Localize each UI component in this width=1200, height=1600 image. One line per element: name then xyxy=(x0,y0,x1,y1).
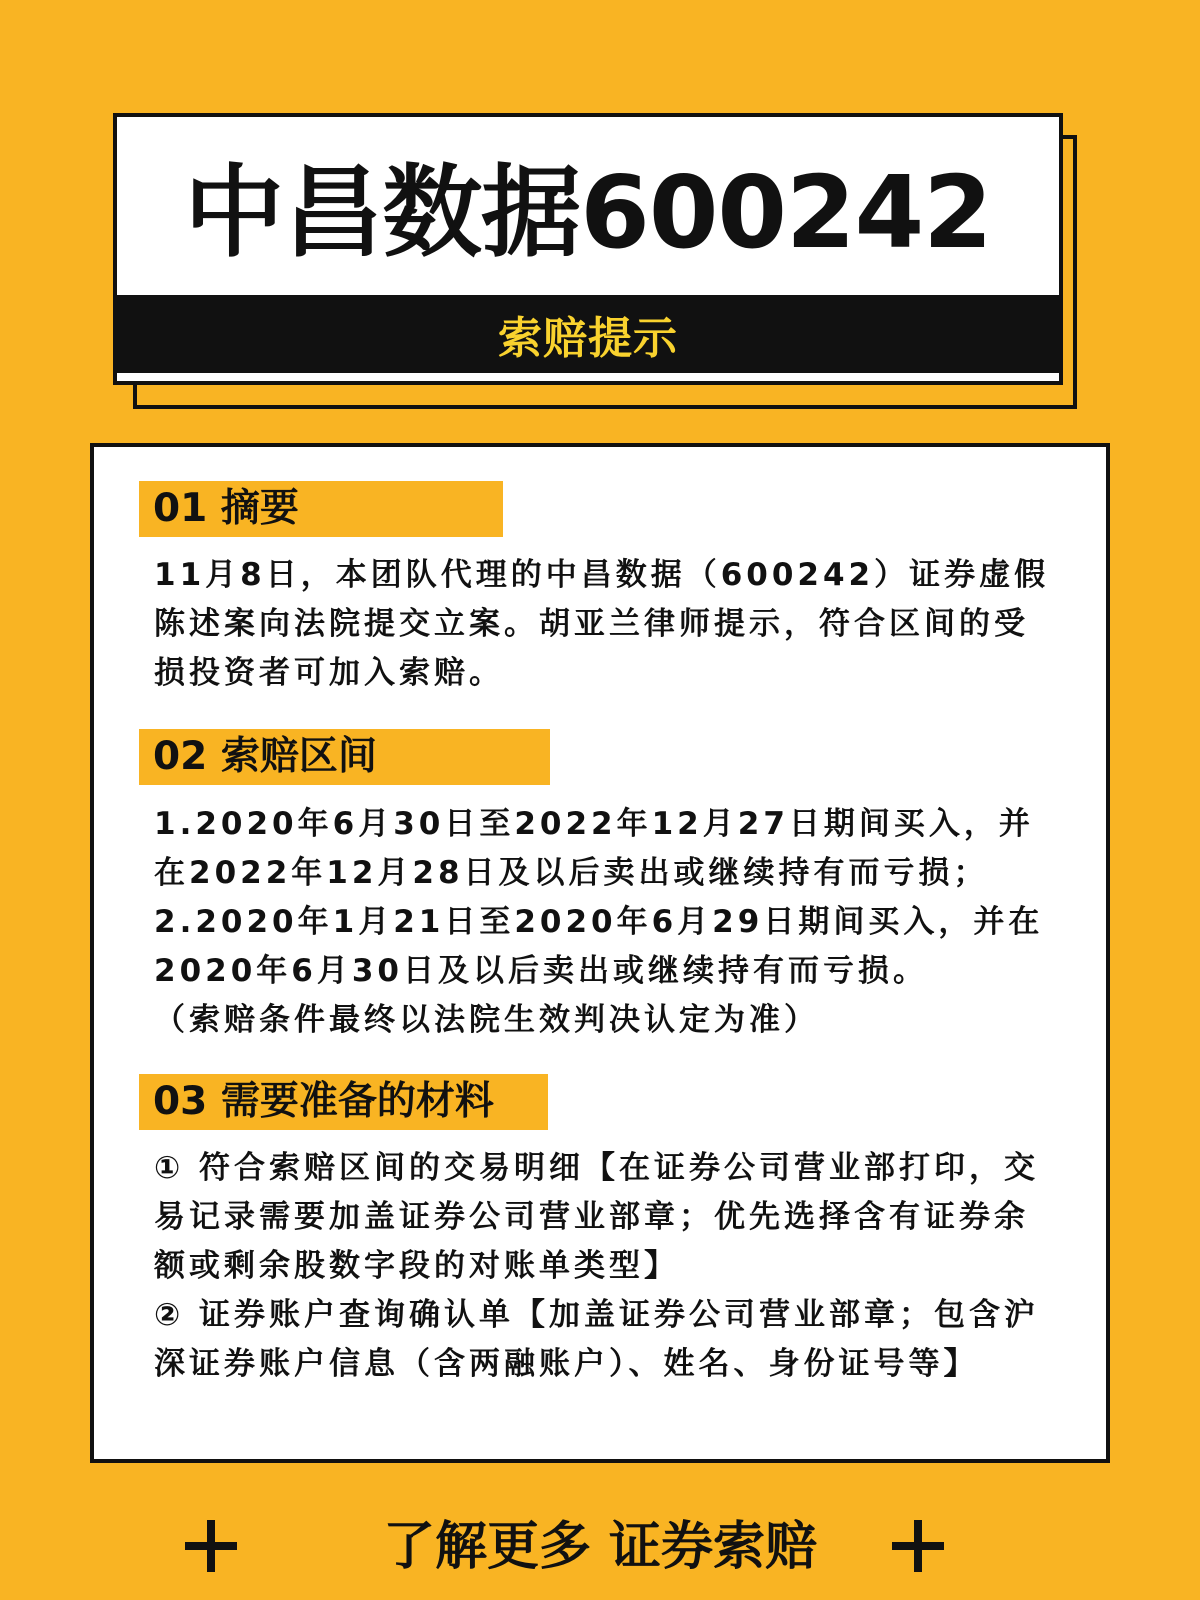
content-panel xyxy=(90,443,1110,1463)
header-card xyxy=(113,113,1063,385)
subtitle-band xyxy=(113,295,1063,373)
claim-period-item-1: 1.2020年6月30日至2022年12月27日期间买入，并在2022年12月28日及以后卖出或继续持有而亏损； xyxy=(154,806,1034,891)
materials-item-1: ① 符合索赔区间的交易明细【在证券公司营业部打印，交易记录需要加盖证券公司营业部章；优先选择含有证券余额或剩余股数字段的对账单类型】 xyxy=(154,1150,1040,1284)
section-body-claim-period xyxy=(154,800,1054,1045)
plus-icon xyxy=(185,1520,237,1572)
claim-period-item-2: 2.2020年1月21日至2020年6月29日期间买入，并在2020年6月30日及以后卖出或继续持有而亏损。 xyxy=(154,904,1044,989)
summary-paragraph: 11月8日，本团队代理的中昌数据（600242）证券虚假陈述案向法院提交立案。胡亚兰律师提示，符合区间的受损投资者可加入索赔。 xyxy=(154,557,1050,691)
section-heading-materials: 03 需要准备的材料 xyxy=(139,1074,548,1130)
section-heading-claim-period: 02 索赔区间 xyxy=(139,729,550,785)
section-body-materials xyxy=(154,1144,1054,1389)
section-heading-summary: 01 摘要 xyxy=(139,481,503,537)
plus-icon xyxy=(892,1520,944,1572)
claim-period-note: （索赔条件最终以法院生效判决认定为准） xyxy=(154,1002,819,1038)
page-subtitle: 索赔提示 xyxy=(498,313,678,364)
materials-item-2: ② 证券账户查询确认单【加盖证券公司营业部章；包含沪深证券账户信息（含两融账户）、姓名、身份证号等】 xyxy=(154,1297,1040,1382)
page-title: 中昌数据600242 xyxy=(184,154,992,271)
section-body-summary xyxy=(154,551,1054,698)
footer-cta[interactable]: 了解更多 证券索赔 xyxy=(382,1517,818,1577)
